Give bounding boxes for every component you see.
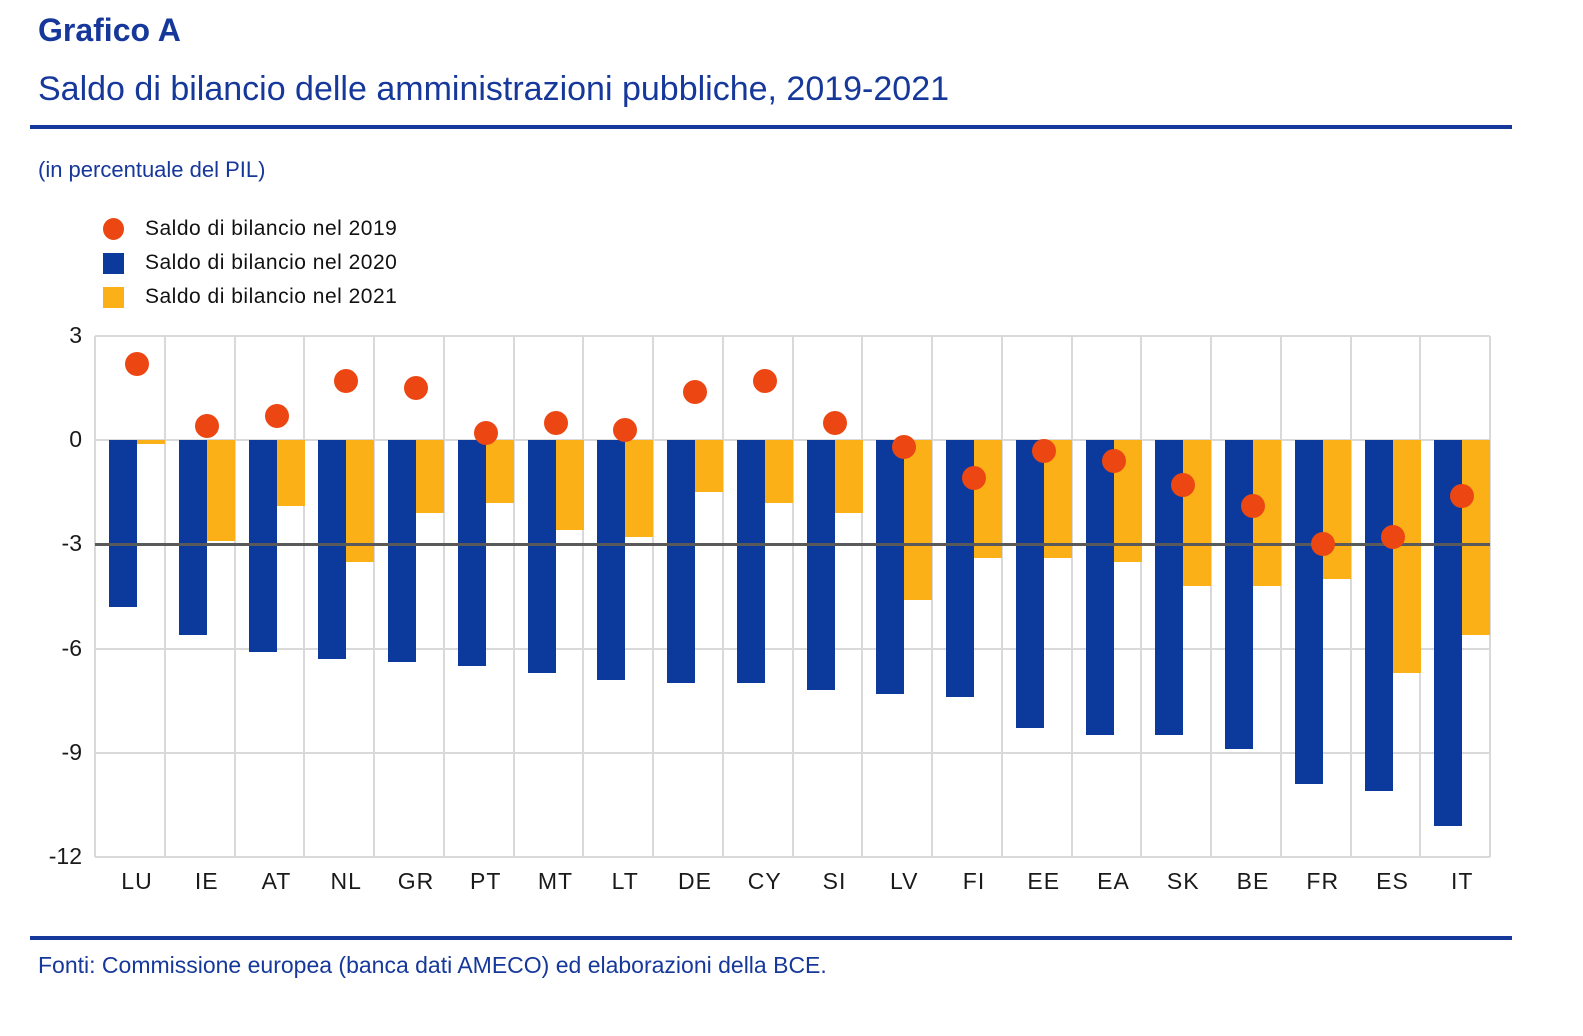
x-tick-label: IE	[194, 868, 219, 894]
y-tick-label: 3	[69, 322, 82, 348]
bar-2020	[737, 440, 765, 683]
grid-line-v	[373, 336, 375, 857]
dot-2019	[1102, 449, 1126, 473]
x-tick-label: LV	[890, 868, 919, 894]
bar-2021	[765, 440, 793, 503]
dot-2019	[613, 418, 637, 442]
legend-label: Saldo di bilancio nel 2021	[145, 285, 398, 308]
bar-2020	[318, 440, 346, 659]
chart-subtitle: Saldo di bilancio delle amministrazioni pubbliche, 2019-2021	[38, 70, 950, 108]
y-tick-label: -6	[61, 634, 82, 661]
source-note: Fonti: Commissione europea (banca dati AMECO) ed elaborazioni della BCE.	[38, 952, 827, 978]
bar-2020	[1295, 440, 1323, 784]
dot-2019	[1381, 525, 1405, 549]
x-tick-label: LU	[121, 868, 153, 894]
grid-line-v	[792, 336, 794, 857]
dot-2019	[265, 404, 289, 428]
grid-line-v	[722, 336, 724, 857]
dot-2019	[753, 369, 777, 393]
bar-2021	[1393, 440, 1421, 673]
grid-line-v	[443, 336, 445, 857]
x-tick-label: MT	[537, 868, 574, 894]
legend-label: Saldo di bilancio nel 2019	[145, 217, 398, 240]
bar-2021	[486, 440, 514, 503]
grid-line-v	[1350, 336, 1352, 857]
bar-2020	[1225, 440, 1253, 749]
grid-line-v	[1210, 336, 1212, 857]
bar-2021	[974, 440, 1002, 558]
bar-2020	[597, 440, 625, 680]
grid-line-v	[1001, 336, 1003, 857]
dot-2019	[1311, 532, 1335, 556]
grid-line-v	[513, 336, 515, 857]
x-tick-label: CY	[747, 868, 782, 894]
dot-2019	[195, 414, 219, 438]
x-tick-label: DE	[678, 868, 712, 894]
x-tick-label: NL	[330, 868, 362, 894]
dot-2019	[404, 376, 428, 400]
x-tick-label: LT	[611, 868, 639, 894]
bar-2020	[807, 440, 835, 690]
dot-2019	[683, 380, 707, 404]
x-tick-label: SK	[1166, 868, 1200, 894]
dot-2019	[1450, 484, 1474, 508]
bar-2020	[876, 440, 904, 694]
bar-2021	[1323, 440, 1351, 579]
dot-2019	[474, 421, 498, 445]
grid-line-v	[1071, 336, 1073, 857]
dot-2019	[544, 411, 568, 435]
grid-line-v	[303, 336, 305, 857]
grid-line-v	[861, 336, 863, 857]
bar-2021	[277, 440, 305, 506]
y-tick-label: -3	[61, 530, 82, 557]
bar-2021	[695, 440, 723, 492]
bar-2020	[1016, 440, 1044, 728]
bar-2021	[1462, 440, 1490, 635]
grid-line-v	[234, 336, 236, 857]
reference-line	[95, 543, 1490, 546]
footer-divider	[30, 936, 1512, 940]
x-tick-label: BE	[1236, 868, 1270, 894]
grid-line-v	[652, 336, 654, 857]
x-tick-label: EE	[1027, 868, 1061, 894]
grid-line-v	[94, 336, 96, 857]
grid-line-v	[1280, 336, 1282, 857]
bar-2021	[904, 440, 932, 600]
y-tick-label: 0	[69, 426, 82, 453]
dot-2019	[125, 352, 149, 376]
bar-2020	[388, 440, 416, 662]
y-tick-label: -9	[61, 738, 82, 765]
bar-2021	[625, 440, 653, 537]
bar-2020	[458, 440, 486, 666]
x-tick-label: SI	[822, 868, 847, 894]
grid-line-v	[582, 336, 584, 857]
bar-2021	[835, 440, 863, 513]
bar-2021	[556, 440, 584, 530]
legend-label: Saldo di bilancio nel 2020	[145, 251, 398, 274]
bar-2020	[249, 440, 277, 652]
bar-2021	[207, 440, 235, 541]
x-tick-label: EA	[1097, 868, 1130, 894]
bar-2020	[1086, 440, 1114, 735]
grid-line-v	[164, 336, 166, 857]
dot-2019	[334, 369, 358, 393]
bar-2021	[1183, 440, 1211, 586]
x-tick-label: FR	[1306, 868, 1340, 894]
bar-2020	[667, 440, 695, 683]
x-tick-label: IT	[1451, 868, 1474, 894]
bar-2020	[1365, 440, 1393, 791]
bar-2020	[528, 440, 556, 673]
dot-2019	[1241, 494, 1265, 518]
x-tick-label: GR	[397, 868, 435, 894]
x-tick-label: AT	[261, 868, 292, 894]
x-tick-label: ES	[1376, 868, 1409, 894]
bar-2020	[179, 440, 207, 635]
x-tick-label: PT	[470, 868, 502, 894]
bar-2020	[109, 440, 137, 607]
bar-2021	[416, 440, 444, 513]
y-tick-label: -12	[48, 843, 82, 869]
dot-2019	[1032, 439, 1056, 463]
bar-2021	[137, 440, 165, 443]
x-tick-label: FI	[962, 868, 986, 894]
unit-note: (in percentuale del PIL)	[38, 157, 266, 182]
grid-line-v	[1140, 336, 1142, 857]
page-title: Grafico A	[38, 12, 181, 48]
dot-2019	[823, 411, 847, 435]
